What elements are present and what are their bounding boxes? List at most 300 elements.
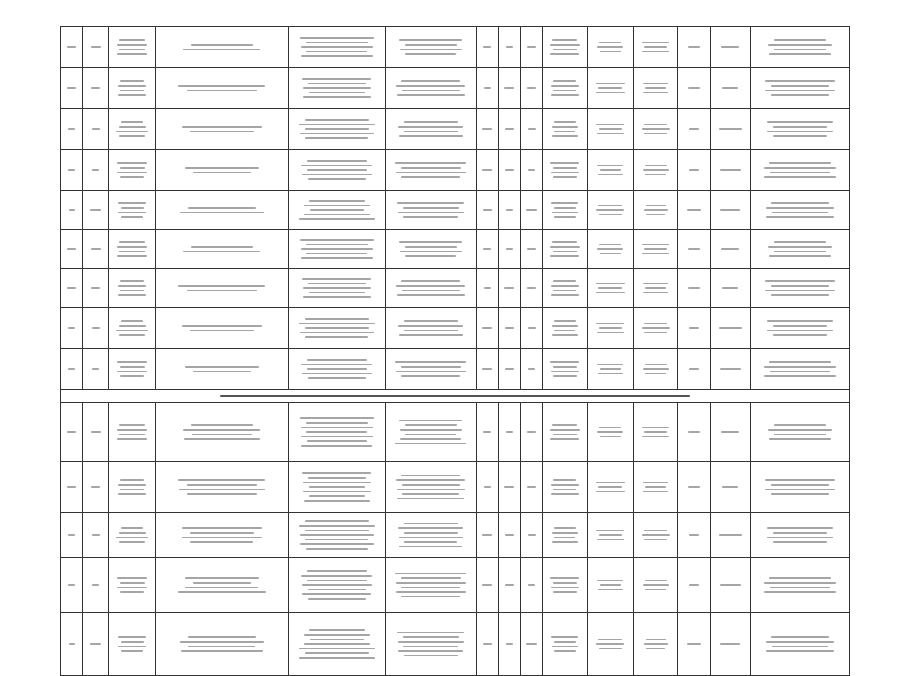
text-placeholder [404,541,457,543]
text-placeholder [770,587,831,589]
text-placeholder [191,246,253,248]
text-placeholder [773,532,827,534]
text-placeholder [553,90,576,92]
table-cell [61,230,83,269]
text-placeholder [643,368,669,370]
text-placeholder [309,495,365,497]
text-placeholder [773,325,827,327]
text-placeholder [400,438,461,440]
text-placeholder [402,493,459,495]
text-placeholder [483,46,491,48]
text-placeholder [183,251,260,253]
text-placeholder [120,479,144,481]
text-placeholder [302,174,372,176]
text-placeholder [766,216,833,218]
text-placeholder [483,431,491,433]
table-cell [587,403,633,462]
text-placeholder [774,434,826,436]
text-placeholder [551,371,579,373]
text-placeholder [299,323,374,325]
text-placeholder [68,584,75,586]
text-placeholder [597,539,624,541]
text-placeholder [766,207,834,209]
table-cell [587,462,633,513]
text-placeholder [398,126,463,128]
table-cell [476,191,498,230]
text-placeholder [396,285,465,287]
text-placeholder [190,131,254,133]
table-row [61,150,850,191]
table-cell [498,150,520,191]
text-placeholder [597,248,623,250]
text-placeholder [67,287,75,289]
text-placeholder [308,477,366,479]
table-cell [385,230,476,269]
text-placeholder [309,200,365,202]
text-placeholder [307,359,367,361]
text-placeholder [396,582,466,584]
table-cell [751,513,850,558]
text-placeholder [402,484,460,486]
text-placeholder [482,128,492,130]
text-placeholder [505,368,514,370]
table-cell [633,558,677,613]
text-placeholder [721,248,739,250]
text-placeholder [92,368,99,370]
table-cell [498,27,520,68]
table-cell [678,558,710,613]
text-placeholder [505,128,514,130]
table-cell [587,109,633,150]
table-cell [385,403,476,462]
table-cell [61,27,83,68]
text-placeholder [190,541,253,543]
text-placeholder [306,42,368,44]
text-placeholder [396,371,466,373]
table-cell [710,403,750,462]
table-cell [109,308,155,349]
table-cell [61,68,83,109]
text-placeholder [553,434,578,436]
text-placeholder [91,87,100,89]
text-placeholder [554,216,576,218]
text-placeholder [92,327,100,329]
text-placeholder [401,80,460,82]
table-cell [543,68,587,109]
text-placeholder [308,283,366,285]
table-cell [587,230,633,269]
text-placeholder [689,534,699,536]
text-placeholder [597,46,623,48]
text-placeholder [642,51,669,53]
text-placeholder [69,643,75,645]
text-placeholder [400,429,462,431]
text-placeholder [596,292,625,294]
text-placeholder [119,424,145,426]
text-placeholder [305,327,369,329]
text-placeholder [599,128,621,130]
table-cell [543,269,587,308]
table-cell [155,558,288,613]
text-placeholder [396,591,466,593]
text-placeholder [192,434,253,436]
text-placeholder [600,169,620,171]
text-placeholder [771,636,828,638]
text-placeholder [767,121,833,123]
text-placeholder [506,46,513,48]
text-placeholder [188,207,256,209]
table-cell [155,150,288,191]
text-placeholder [597,165,623,167]
text-placeholder [182,527,263,529]
text-placeholder [550,438,579,440]
table-cell [498,191,520,230]
text-placeholder [302,278,371,280]
text-placeholder [771,294,829,296]
text-placeholder [68,368,75,370]
text-placeholder [688,87,700,89]
text-placeholder [645,287,666,289]
table-cell [476,308,498,349]
table-cell [633,68,677,109]
text-placeholder [646,648,665,650]
text-placeholder [178,591,266,593]
table-cell [83,513,109,558]
text-placeholder [395,573,466,575]
table-cell [83,349,109,390]
text-placeholder [642,128,670,130]
table-cell [288,191,385,230]
text-placeholder [301,427,374,429]
table-cell [633,191,677,230]
text-placeholder [118,94,146,96]
table-cell [751,269,850,308]
text-placeholder [720,584,741,586]
text-placeholder [307,440,367,442]
text-placeholder [308,83,366,85]
text-placeholder [771,484,830,486]
table-row [61,109,850,150]
text-placeholder [642,42,669,44]
text-placeholder [304,205,370,207]
text-placeholder [306,244,368,246]
text-placeholder [646,205,666,207]
table-cell [543,558,587,613]
table-cell [751,109,850,150]
text-placeholder [304,500,370,502]
text-placeholder [482,327,492,329]
text-placeholder [405,53,456,55]
text-placeholder [400,49,462,51]
text-placeholder [191,44,253,46]
text-placeholder [404,330,458,332]
text-placeholder [399,537,463,539]
text-placeholder [771,285,830,287]
text-placeholder [398,641,464,643]
text-placeholder [405,434,456,436]
text-placeholder [120,582,145,584]
text-placeholder [551,85,579,87]
table-cell [385,269,476,308]
text-placeholder [403,216,458,218]
text-placeholder [552,212,579,214]
table-cell [61,269,83,308]
text-placeholder [309,292,366,294]
text-placeholder [642,436,669,438]
text-placeholder [182,537,261,539]
text-placeholder [308,178,366,180]
text-placeholder [118,646,146,648]
text-placeholder [116,131,148,133]
text-placeholder [722,287,738,289]
table-cell [288,269,385,308]
text-placeholder [599,648,622,650]
table-cell [61,109,83,150]
text-placeholder [182,325,263,327]
text-placeholder [551,636,578,638]
text-placeholder [117,371,147,373]
text-placeholder [398,325,463,327]
text-placeholder [482,169,492,171]
table-cell [543,150,587,191]
text-placeholder [600,584,620,586]
text-placeholder [553,489,576,491]
text-placeholder [773,126,827,128]
table-cell [678,349,710,390]
text-placeholder [552,424,577,426]
text-placeholder [399,420,462,422]
text-placeholder [771,493,829,495]
text-placeholder [116,537,148,539]
text-placeholder [302,472,371,474]
text-placeholder [642,534,670,536]
text-placeholder [118,285,147,287]
table-cell [633,308,677,349]
text-placeholder [395,361,466,363]
text-placeholder [550,44,580,46]
text-placeholder [769,438,832,440]
text-placeholder [720,169,741,171]
text-placeholder [92,584,99,586]
text-placeholder [67,431,76,433]
table-cell [109,230,155,269]
text-placeholder [190,532,254,534]
text-placeholder [527,87,536,89]
table-cell [587,349,633,390]
text-placeholder [304,214,370,216]
text-placeholder [551,294,578,296]
text-placeholder [91,287,100,289]
text-placeholder [119,532,146,534]
text-placeholder [304,634,370,636]
table-cell [61,403,83,462]
text-placeholder [720,368,741,370]
table-cell [678,150,710,191]
text-placeholder [303,287,371,289]
table-row [61,513,850,558]
text-placeholder [178,479,265,481]
text-placeholder [552,541,577,543]
table-cell [385,191,476,230]
text-placeholder [92,534,100,536]
text-placeholder [773,135,826,137]
table-cell [587,269,633,308]
text-placeholder [644,133,667,135]
text-placeholder [645,373,666,375]
table-row [61,308,850,349]
text-placeholder [309,486,366,488]
text-placeholder [767,131,832,133]
text-placeholder [506,643,514,645]
text-placeholder [766,641,834,643]
text-placeholder [719,128,742,130]
text-placeholder [765,479,836,481]
text-placeholder [306,51,367,53]
table-cell [587,558,633,613]
text-placeholder [596,530,624,532]
text-placeholder [308,598,366,600]
table-cell [61,191,83,230]
text-placeholder [689,327,699,329]
text-placeholder [190,330,254,332]
text-placeholder [528,368,535,370]
table-cell [751,462,850,513]
text-placeholder [764,591,836,593]
text-placeholder [398,527,463,529]
text-placeholder [505,534,514,536]
text-placeholder [306,431,367,433]
text-placeholder [117,255,147,257]
text-placeholder [92,128,100,130]
text-placeholder [644,323,668,325]
table-cell [751,150,850,191]
table-cell [109,150,155,191]
text-placeholder [118,294,146,296]
text-placeholder [185,577,259,579]
text-placeholder [305,530,369,532]
text-placeholder [120,167,145,169]
text-placeholder [193,371,251,373]
table-cell [385,462,476,513]
table-cell [476,558,498,613]
text-placeholder [719,327,742,329]
text-placeholder [764,582,837,584]
text-placeholder [482,534,492,536]
text-placeholder [305,652,370,654]
text-placeholder [121,650,143,652]
text-placeholder [117,172,147,174]
text-placeholder [69,209,75,211]
table-cell [288,150,385,191]
text-placeholder [642,253,669,255]
text-placeholder [552,135,577,137]
text-placeholder [644,248,666,250]
table-cell [109,513,155,558]
text-placeholder [644,46,666,48]
text-placeholder [646,214,665,216]
text-placeholder [396,85,465,87]
table-cell [521,68,543,109]
text-placeholder [120,366,145,368]
text-placeholder [91,431,101,433]
text-placeholder [401,167,461,169]
table-cell [498,462,520,513]
table-cell [521,349,543,390]
text-placeholder [771,202,828,204]
text-placeholder [687,209,701,211]
text-placeholder [643,482,668,484]
text-placeholder [553,280,576,282]
table-cell [498,109,520,150]
text-placeholder [117,44,148,46]
text-placeholder [309,92,366,94]
text-placeholder [553,80,576,82]
text-placeholder [527,486,536,488]
text-placeholder [765,489,835,491]
table-cell [633,613,677,676]
text-placeholder [550,361,579,363]
table-cell [710,27,750,68]
text-placeholder [643,584,669,586]
text-placeholder [506,209,514,211]
table-cell [678,27,710,68]
text-placeholder [528,169,535,171]
text-placeholder [403,207,459,209]
table-cell [587,150,633,191]
table-cell [61,349,83,390]
text-placeholder [596,482,626,484]
text-placeholder [554,207,576,209]
text-placeholder [644,643,668,645]
table-cell [543,613,587,676]
text-placeholder [553,49,578,51]
text-placeholder [554,121,575,123]
text-placeholder [300,133,375,135]
table-cell [155,513,288,558]
text-placeholder [303,296,370,298]
table-cell [543,230,587,269]
text-placeholder [774,251,826,253]
table-cell [385,27,476,68]
table-cell [61,613,83,676]
text-placeholder [596,283,626,285]
table-cell [521,558,543,613]
text-placeholder [596,323,624,325]
text-placeholder [404,655,458,657]
text-placeholder [119,126,146,128]
table-cell [587,513,633,558]
text-placeholder [119,251,145,253]
table-cell [385,109,476,150]
text-placeholder [180,641,263,643]
table-cell [498,230,520,269]
text-placeholder [764,366,837,368]
text-placeholder [310,209,365,211]
text-placeholder [397,94,465,96]
text-placeholder [400,251,462,253]
table-cell [543,27,587,68]
table-cell [109,558,155,613]
table-cell [385,150,476,191]
text-placeholder [596,124,624,126]
text-placeholder [178,285,265,287]
table-cell [288,462,385,513]
table-cell [633,150,677,191]
text-placeholder [774,241,826,243]
table-row [61,462,850,513]
text-placeholder [91,46,101,48]
text-placeholder [300,37,374,39]
